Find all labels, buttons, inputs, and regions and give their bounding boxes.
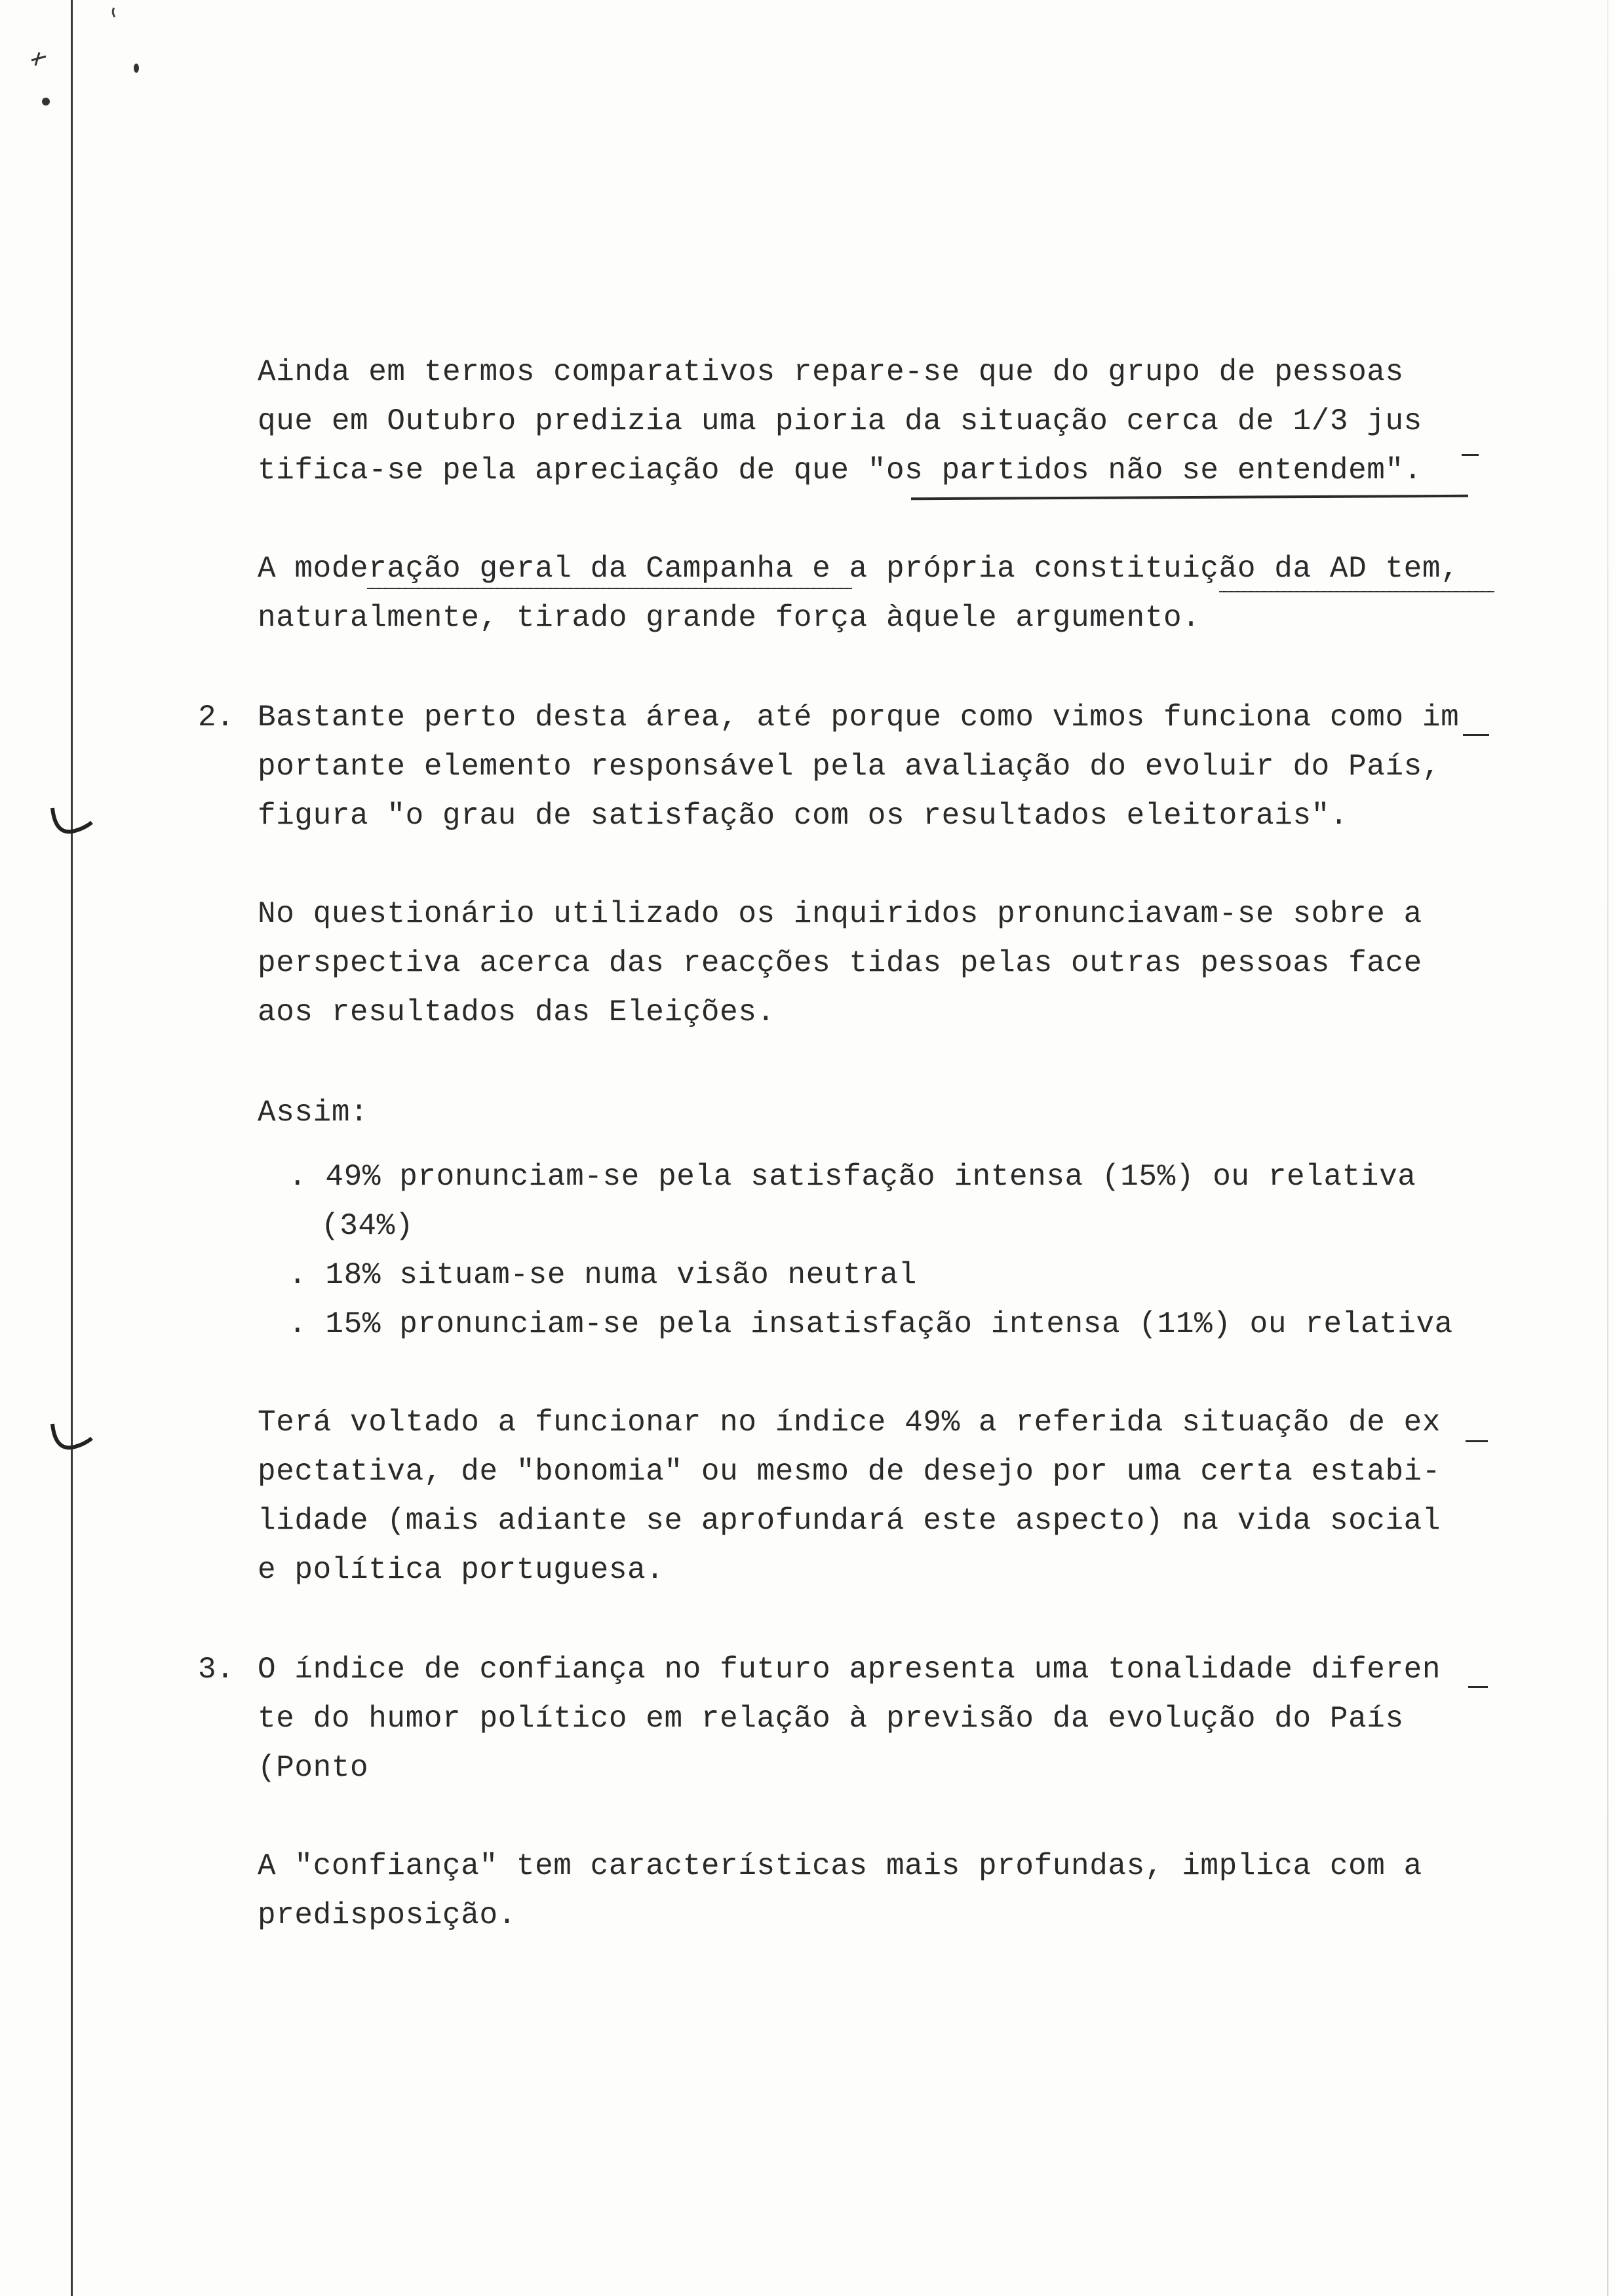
text-line: portante elemento responsável pela avaliação do evoluir do País, — [258, 750, 1441, 784]
text-line: e política portuguesa. — [258, 1553, 665, 1587]
text-line: figura "o grau de satisfação com os resultados eleitorais". — [258, 799, 1349, 833]
stray-mark-icon — [105, 5, 125, 25]
bullet-item: . 15% pronunciam-se pela insatisfação intensa (11%) ou relativa — [288, 1307, 1453, 1341]
text-line: Bastante perto desta área, até porque como vimos funciona como im — [258, 700, 1460, 735]
text-line: que em Outubro predizia uma pioria da situação cerca de 1/3 jus — [258, 404, 1422, 438]
text-line: (Ponto — [258, 1751, 369, 1785]
handwritten-underline — [911, 495, 1468, 500]
handwritten-underline — [1463, 734, 1489, 736]
text-line: predisposição. — [258, 1898, 516, 1932]
punch-hole-mark-icon — [46, 803, 98, 842]
text-line: A moderação geral da Campanha e a própria constituição da AD tem, — [258, 552, 1460, 586]
text-line: O índice de confiança no futuro apresenta uma tonalidade diferen — [258, 1653, 1441, 1687]
text-line: perspectiva acerca das reacções tidas pelas outras pessoas face — [258, 946, 1422, 980]
stray-mark-icon — [26, 46, 52, 72]
text-line: Terá voltado a funcionar no índice 49% a referida situação de ex — [258, 1406, 1441, 1440]
list-number: 3. — [198, 1653, 235, 1687]
page-edge — [1607, 0, 1608, 2296]
text-line: aos resultados das Eleições. — [258, 995, 775, 1029]
text-line: te do humor político em relação à previsão da evolução do País — [258, 1702, 1404, 1736]
text-line: Assim: — [258, 1096, 369, 1130]
text-line: tifica-se pela apreciação de que "os partidos não se entendem". — [258, 453, 1422, 488]
list-number: 2. — [198, 700, 235, 735]
text-line: naturalmente, tirado grande força àquele argumento. — [258, 601, 1201, 635]
handwritten-underline — [1219, 591, 1494, 592]
text-line: Ainda em termos comparativos repare-se que do grupo de pessoas — [258, 355, 1404, 389]
dot-mark-icon — [131, 60, 142, 76]
handwritten-underline — [1462, 454, 1479, 456]
dot-mark-icon — [39, 95, 52, 108]
text-line: lidade (mais adiante se aprofundará este aspecto) na vida social — [258, 1504, 1441, 1538]
margin-rule — [71, 0, 73, 2296]
bullet-item: . 18% situam-se numa visão neutral — [288, 1258, 917, 1292]
handwritten-underline — [367, 588, 852, 589]
punch-hole-mark-icon — [46, 1419, 98, 1458]
handwritten-underline — [1466, 1440, 1488, 1442]
bullet-item-continuation: (34%) — [321, 1209, 414, 1243]
text-line: pectativa, de "bonomia" ou mesmo de desejo por uma certa estabi- — [258, 1455, 1441, 1489]
text-line: No questionário utilizado os inquiridos pronunciavam-se sobre a — [258, 897, 1422, 931]
text-line: A "confiança" tem características mais profundas, implica com a — [258, 1849, 1422, 1883]
handwritten-underline — [1468, 1686, 1488, 1688]
bullet-item: . 49% pronunciam-se pela satisfação intensa (15%) ou relativa — [288, 1160, 1416, 1194]
